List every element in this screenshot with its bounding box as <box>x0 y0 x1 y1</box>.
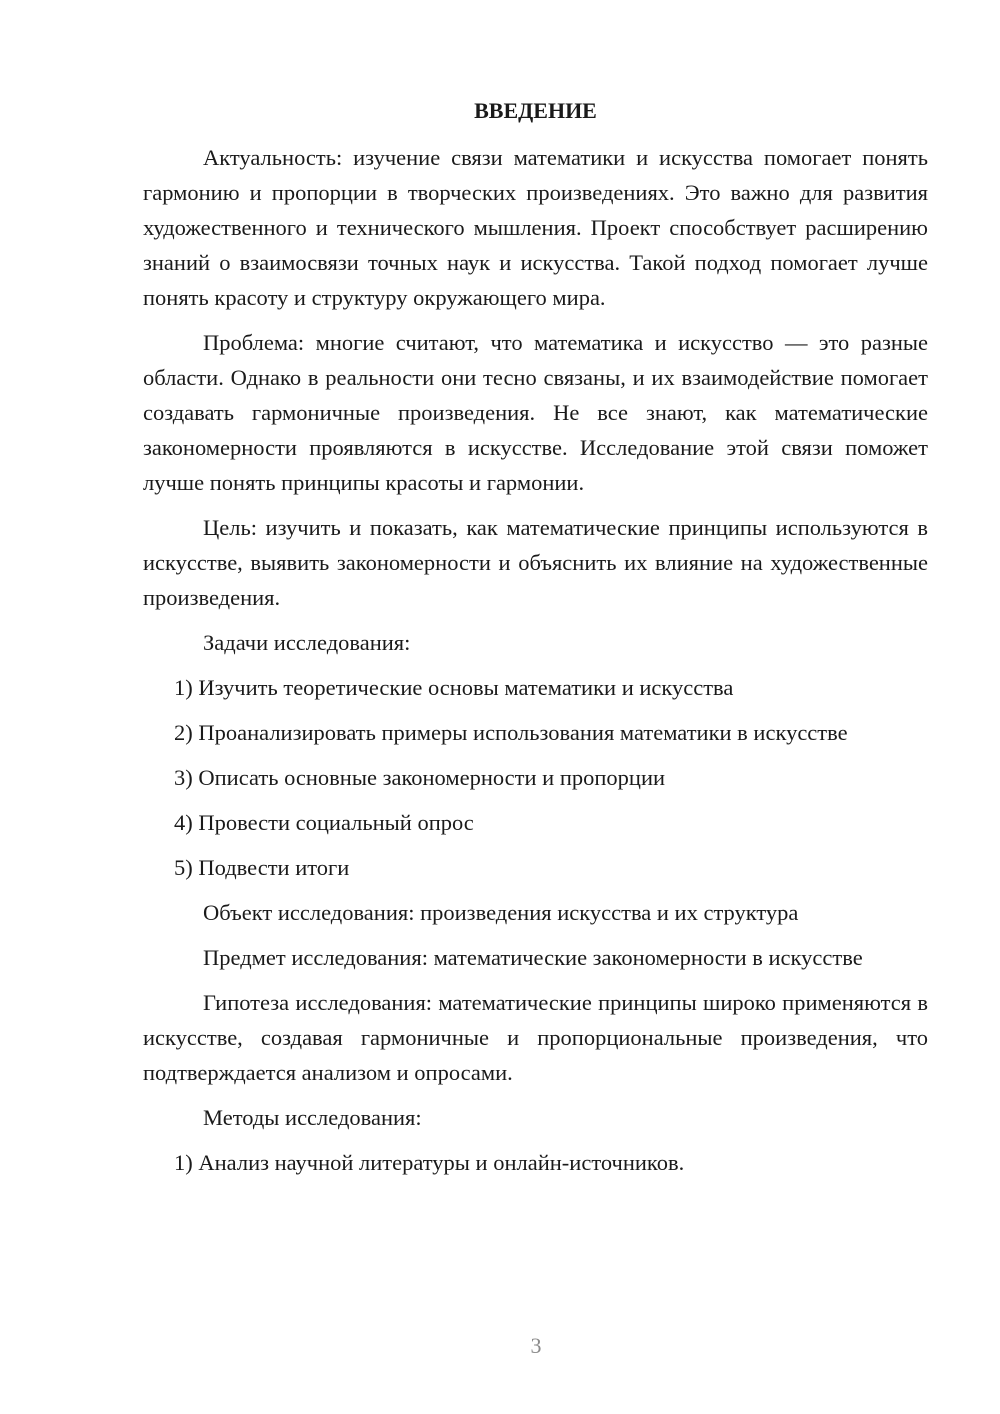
tasks-title: Задачи исследования: <box>203 630 411 655</box>
subject-paragraph: Предмет исследования: математические закономерности в искусстве <box>203 945 863 970</box>
task-item: 1) Изучить теоретические основы математики и искусства <box>174 675 734 700</box>
method-item: 1) Анализ научной литературы и онлайн-источников. <box>174 1150 685 1175</box>
hypothesis-paragraph: Гипотеза исследования: математические принципы широко применяются в искусстве, создавая гармоничные и пропорциональные произведения, что подтверждается анализом и опросами. <box>143 990 928 1085</box>
relevance-paragraph: Актуальность: изучение связи математики и искусства помогает понять гармонию и пропорции в творческих произведениях. Это важно для развития художественного и технического мышления. Проект способствует расширению знаний о взаимосвязи точных наук и искусства. Такой подход помогает лучше понять красоту и структуру окружающего мира. <box>143 145 928 310</box>
task-item: 4) Провести социальный опрос <box>174 810 474 835</box>
goal-paragraph: Цель: изучить и показать, как математические принципы используются в искусстве, выявить закономерности и объяснить их влияние на художественные произведения. <box>143 515 928 610</box>
page-number: 3 <box>530 1333 542 1358</box>
section-heading: ВВЕДЕНИЕ <box>474 98 597 123</box>
page-content <box>143 93 928 1190</box>
methods-title: Методы исследования: <box>203 1105 422 1130</box>
object-line: Объект исследования: произведения искусства и их структура <box>203 900 799 925</box>
problem-paragraph: Проблема: многие считают, что математика и искусство — это разные области. Однако в реальности они тесно связаны, и их взаимодействие помогает создавать гармоничные произведения. Не все знают, как математические закономерности проявляются в искусстве. Исследование этой связи поможет лучше понять принципы красоты и гармонии. <box>143 330 928 495</box>
task-item: 2) Проанализировать примеры использования математики в искусстве <box>174 720 848 745</box>
task-item: 5) Подвести итоги <box>174 855 350 880</box>
task-item: 3) Описать основные закономерности и пропорции <box>174 765 666 790</box>
